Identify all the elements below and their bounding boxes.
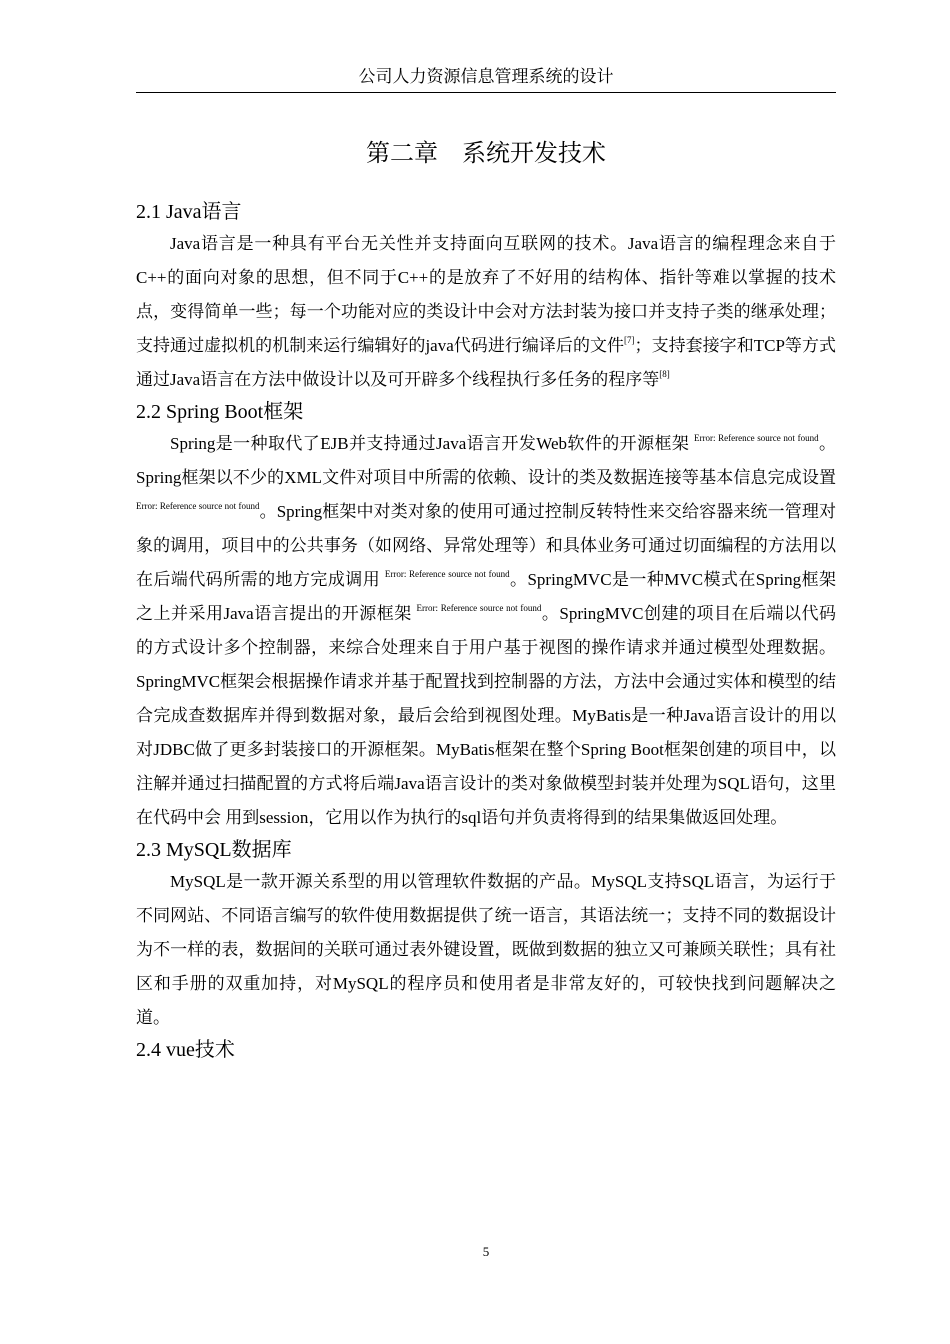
running-header: 公司人力资源信息管理系统的设计 <box>358 67 614 86</box>
citation-error: Error: Reference source not found <box>136 501 260 511</box>
section-paragraph-2-3 <box>136 865 836 1035</box>
page-content <box>136 197 836 1065</box>
header-rule <box>136 92 836 93</box>
citation-error: Error: Reference source not found <box>694 433 819 443</box>
paragraph-text: Spring是一种取代了EJB并支持通过Java语言开发Web软件的开源框架 <box>170 434 690 453</box>
citation: [8] <box>659 369 670 379</box>
paragraph-text: Java语言是一种具有平台无关性并支持面向互联网的技术。Java语言的编程理念来自于C++的面向对象的思想，但不同于C++的是放弃了不好用的结构体、指针等难以掌握的技术点，变得简单一些；每一个功能对应的类设计中会对方法封装为接口并支持子类的继承处理；支持通过虚拟机的机制来运行编辑好的java代码进行编译后的文件 <box>136 234 836 355</box>
paragraph-text: ；支持套接字和TCP等方式通过Java语言在方法中做设计以及可开辟多个线程执行多任务的程序等 <box>136 336 836 389</box>
section-heading-2-2: 2.2 Spring Boot框架 <box>136 401 304 423</box>
paragraph-text: 。Spring框架中对类对象的使用可通过控制反转特性来交给容器来统一管理对象的调用，项目中的公共事务（如网络、异常处理等）和具体业务可通过切面编程的方法用以在后端代码所需的地方完成调用 <box>136 502 836 589</box>
section-paragraph-2-2 <box>136 427 836 835</box>
section-paragraph-2-1 <box>136 227 836 397</box>
page-number: 5 <box>482 1244 490 1259</box>
paragraph-text: 。SpringMVC是一种MVC模式在Spring框架之上并采用Java语言提出的开源框架 <box>136 570 837 623</box>
citation: [7] <box>624 335 635 345</box>
paragraph-text: 。SpringMVC创建的项目在后端以代码的方式设计多个控制器，来综合处理来自于用户基于视图的操作请求并通过模型处理数据。SpringMVC框架会根据操作请求并基于配置找到控制器的方法，方法中会通过实体和模型的结合完成查数据库并得到数据对象，最后会给到视图处理。MyBatis是一种Java语言设计的用以对JDBC做了更多封装接口的开源框架。MyBatis框架在整个Spring Boot框架创建的项目中，以注解并通过扫描配置的方式将后端Java语言设计的类对象做模型封装并处理为SQL语句，这里在代码中会 用到session，它用以作为执行的sql语句并负责将得到的结果集做返回处理。 <box>136 604 836 827</box>
paragraph-text: 。Spring框架以不少的XML文件对项目中所需的依赖、设计的类及数据连接等基本信息完成设置 <box>136 434 837 487</box>
chapter-title: 第二章 系统开发技术 <box>366 139 606 167</box>
citation-error: Error: Reference source not found <box>384 569 510 579</box>
citation-error: Error: Reference source not found <box>416 603 542 613</box>
section-heading-2-4: 2.4 vue技术 <box>136 1039 235 1061</box>
section-heading-2-3: 2.3 MySQL数据库 <box>136 839 292 861</box>
paragraph-text: MySQL是一款开源关系型的用以管理软件数据的产品。MySQL支持SQL语言，为运行于不同网站、不同语言编写的软件使用数据提供了统一语言，其语法统一；支持不同的数据设计为不一样的表，数据间的关联可通过表外键设置，既做到数据的独立又可兼顾关联性；具有社区和手册的双重加持，对MySQL的程序员和使用者是非常友好的，可较快找到问题解决之道。 <box>136 872 836 1027</box>
section-heading-2-1: 2.1 Java语言 <box>136 201 242 223</box>
